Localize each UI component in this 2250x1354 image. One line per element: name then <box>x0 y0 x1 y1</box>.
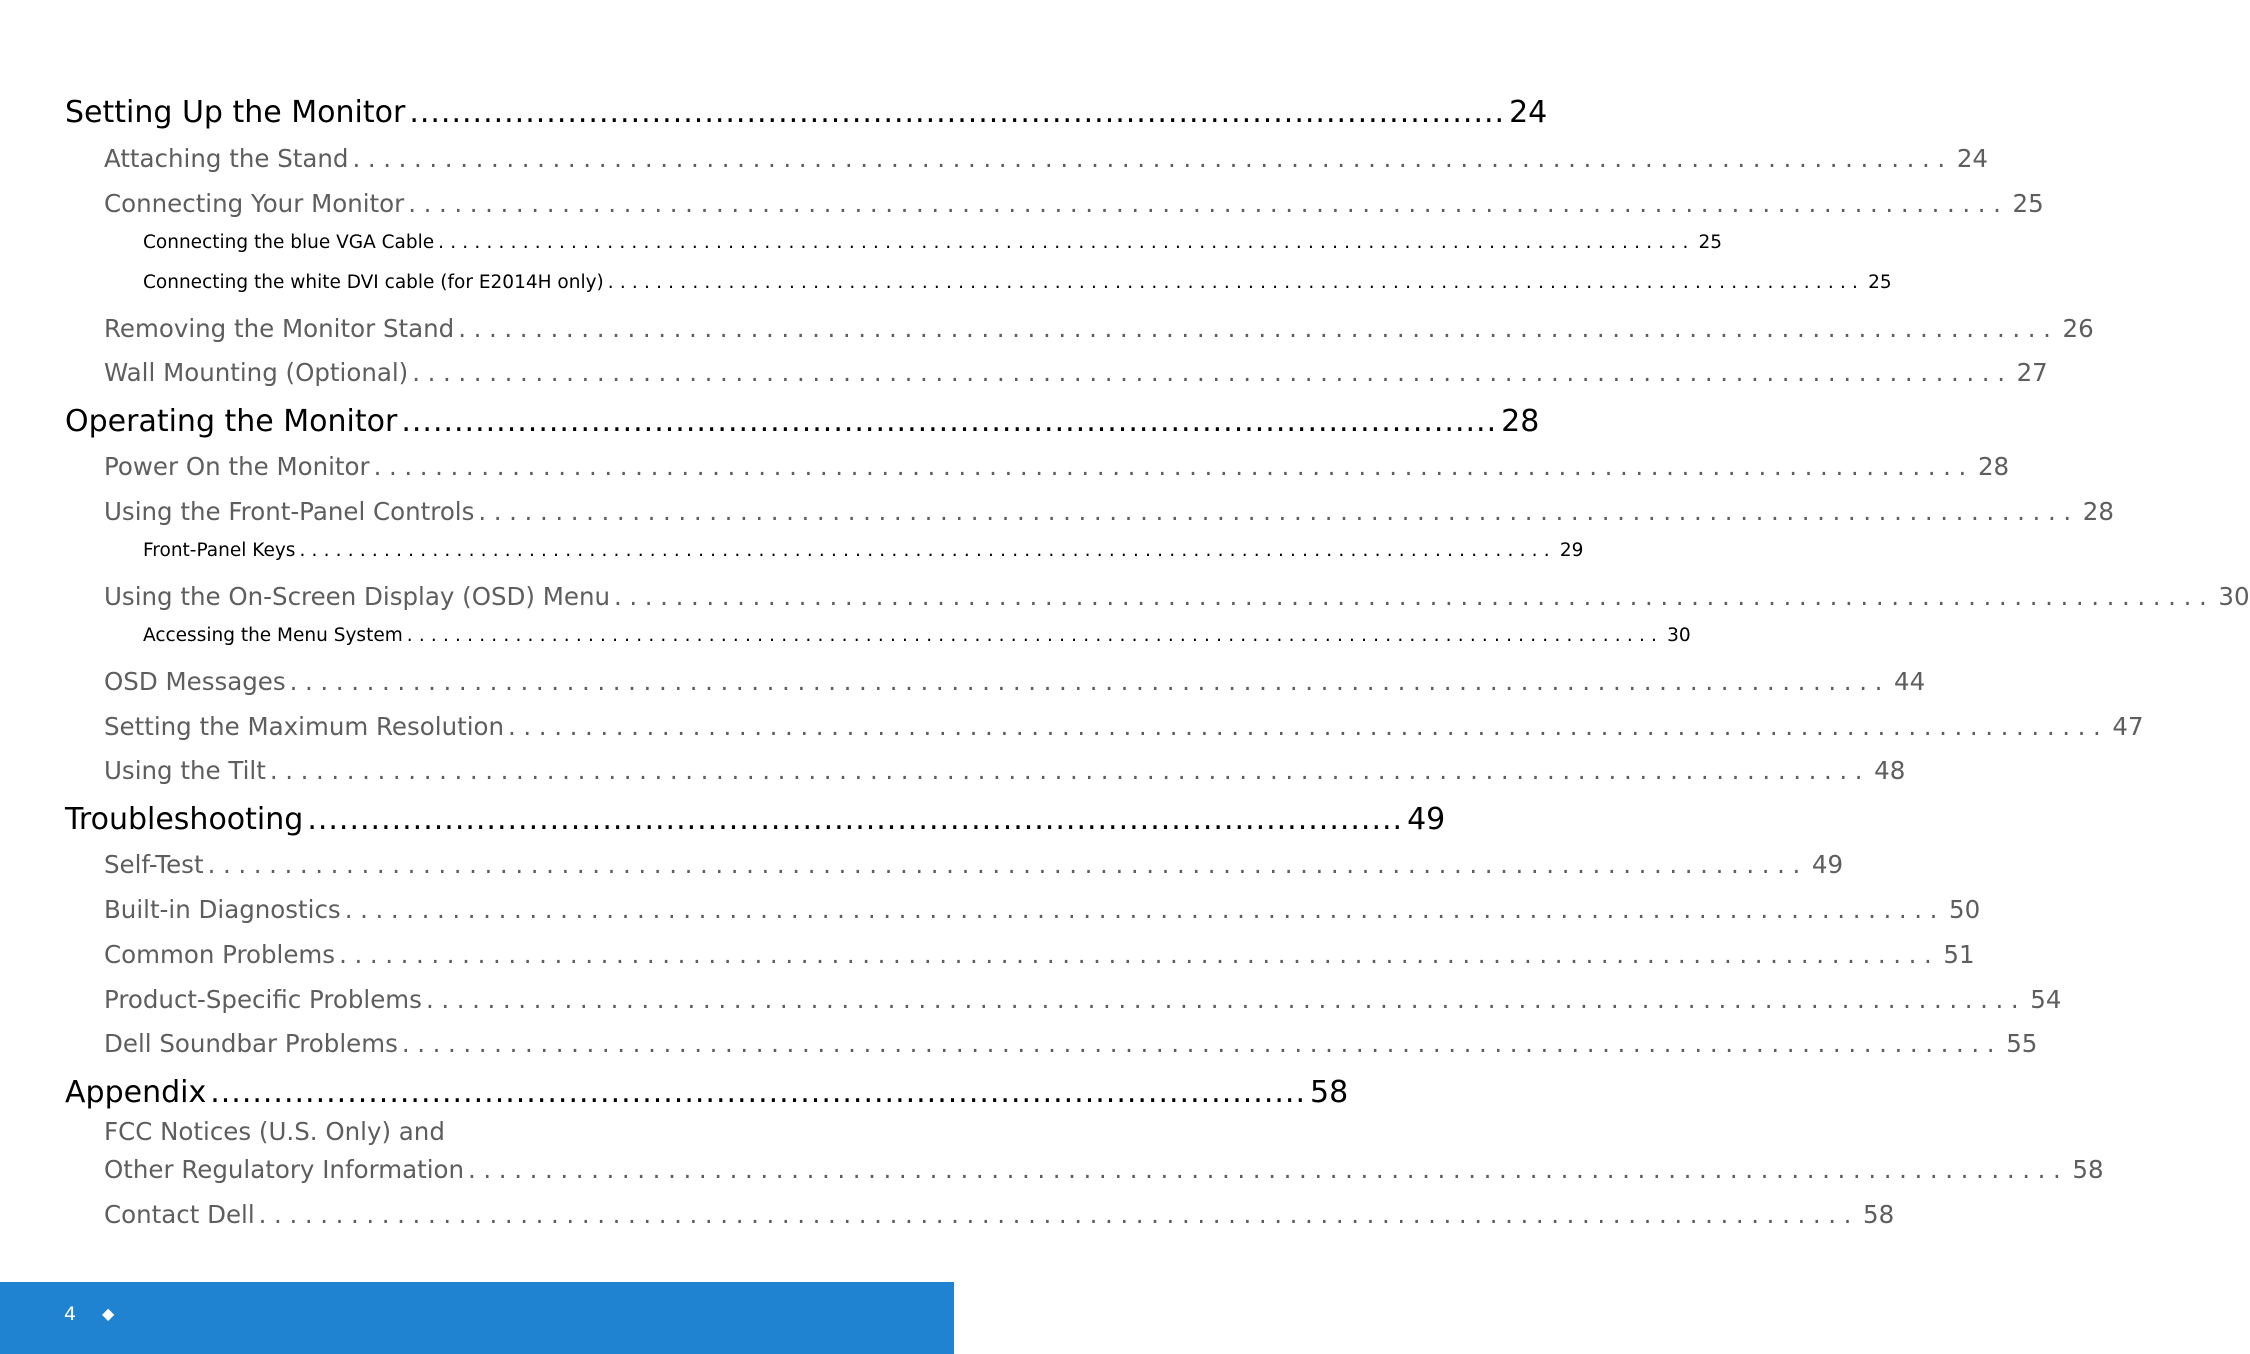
toc-entry-page: 29 <box>1559 540 1584 561</box>
toc-entry-diagnostics[interactable] <box>104 890 1981 924</box>
dot-leader: ........................................................................................................ <box>258 1200 1860 1229</box>
toc-entry-line <box>104 1150 2104 1184</box>
toc-entry-appendix[interactable] <box>65 1070 1349 1110</box>
toc-entry-front-panel-keys[interactable] <box>143 537 1584 561</box>
toc-entry-page: 28 <box>2082 497 2114 526</box>
dot-leader: ........................................................................................................ <box>438 232 1695 253</box>
dot-leader: ........................................................................................................ <box>401 404 1498 439</box>
toc-entry-wall-mounting[interactable] <box>104 353 2048 387</box>
toc-entry-product-specific[interactable] <box>104 980 2062 1014</box>
toc-entry-title: FCC Notices (U.S. Only) and <box>104 1117 445 1146</box>
dot-leader: ........................................................................................................ <box>425 985 2027 1014</box>
dot-leader: ........................................................................................................ <box>352 144 1953 173</box>
toc-entry-page: 26 <box>2062 314 2094 343</box>
toc-entry-fcc-notices[interactable] <box>104 1117 2104 1184</box>
toc-entry-title: Dell Soundbar Problems <box>104 1029 398 1058</box>
page-footer <box>0 1282 954 1354</box>
toc-entry-title: Contact Dell <box>104 1200 255 1229</box>
toc-entry-page: 25 <box>1698 232 1723 253</box>
toc-entry-page: 30 <box>1667 625 1691 646</box>
dot-leader: ........................................................................................................ <box>269 756 1871 785</box>
toc-entry-osd-messages[interactable] <box>104 662 1926 696</box>
toc-entry-title: Using the Tilt <box>104 756 266 785</box>
toc-entry-setting-up[interactable] <box>65 90 1548 130</box>
toc-entry-title: Setting Up the Monitor <box>65 95 406 130</box>
toc-entry-title: Product-Specific Problems <box>104 985 422 1014</box>
dot-leader: ........................................................................................................ <box>307 802 1404 837</box>
toc-entry-title-continued: Other Regulatory Information <box>104 1155 465 1184</box>
toc-entry-troubleshooting[interactable] <box>65 797 1446 837</box>
dot-leader: ........................................................................................................ <box>614 582 2215 611</box>
toc-entry-page: 28 <box>1977 452 2010 481</box>
toc-entry-contact-dell[interactable] <box>104 1195 1895 1229</box>
toc-entry-title: Using the Front-Panel Controls <box>104 497 475 526</box>
toc-entry-page: 25 <box>2012 189 2044 218</box>
toc-entry-title: Common Problems <box>104 940 336 969</box>
dot-leader: ........................................................................................................ <box>344 895 1946 924</box>
toc-entry-title: OSD Messages <box>104 667 286 696</box>
toc-entry-title: Setting the Maximum Resolution <box>104 712 505 741</box>
toc-entry-page: 49 <box>1407 802 1446 837</box>
toc-entry-self-test[interactable] <box>104 845 1844 879</box>
toc-entry-title: Front-Panel Keys <box>143 540 296 561</box>
toc-entry-page: 51 <box>1943 940 1975 969</box>
toc-entry-osd-menu[interactable] <box>104 577 2250 611</box>
toc-entry-title: Connecting the white DVI cable (for E2014H only) <box>143 272 604 293</box>
dot-leader: ........................................................................................................ <box>607 272 1865 293</box>
toc-entry-page: 58 <box>2072 1155 2104 1184</box>
toc-entry-page: 24 <box>1956 144 1989 173</box>
dot-leader: ........................................................................................................ <box>299 540 1556 561</box>
toc-entry-tilt[interactable] <box>104 751 1906 785</box>
diamond-icon: ◆ <box>102 1304 115 1323</box>
toc-entry-front-panel-controls[interactable] <box>104 492 2114 526</box>
dot-leader: ........................................................................................................ <box>406 625 1664 646</box>
dot-leader: ........................................................................................................ <box>508 712 2109 741</box>
toc-entry-connecting-monitor[interactable] <box>104 184 2044 218</box>
toc-entry-attaching-stand[interactable] <box>104 139 1989 173</box>
toc-entry-title: Appendix <box>65 1075 207 1110</box>
toc-entry-vga-cable[interactable] <box>143 229 1723 253</box>
dot-leader: ........................................................................................................ <box>339 940 1940 969</box>
dot-leader: ........................................................................................................ <box>409 95 1506 130</box>
toc-entry-title: Troubleshooting <box>65 802 304 837</box>
toc-entry-page: 49 <box>1811 850 1844 879</box>
dot-leader: ........................................................................................................ <box>373 452 1974 481</box>
toc-entry-page: 58 <box>1863 1200 1895 1229</box>
toc-entry-title: Accessing the Menu System <box>143 625 403 646</box>
dot-leader: ........................................................................................................ <box>478 497 2079 526</box>
toc-entry-page: 30 <box>2218 582 2250 611</box>
toc-entry-operating[interactable] <box>65 399 1540 439</box>
toc-entry-title: Power On the Monitor <box>104 452 370 481</box>
toc-entry-page: 55 <box>2006 1029 2038 1058</box>
toc-entry-title: Wall Mounting (Optional) <box>104 358 409 387</box>
toc-entry-title: Connecting the blue VGA Cable <box>143 232 435 253</box>
toc-entry-page: 24 <box>1509 95 1548 130</box>
dot-leader: ........................................................................................................ <box>412 358 2013 387</box>
toc-entry-title: Attaching the Stand <box>104 144 349 173</box>
toc-entry-title: Self-Test <box>104 850 204 879</box>
toc-entry-page: 47 <box>2112 712 2144 741</box>
dot-leader: ........................................................................................................ <box>408 189 2009 218</box>
page-number: 4 <box>64 1303 77 1325</box>
dot-leader: ........................................................................................................ <box>401 1029 2003 1058</box>
toc-entry-removing-stand[interactable] <box>104 309 2094 343</box>
toc-entry-soundbar[interactable] <box>104 1024 2038 1058</box>
dot-leader: ........................................................................................................ <box>210 1075 1306 1110</box>
toc-entry-dvi-cable[interactable] <box>143 269 1892 293</box>
toc-entry-menu-system[interactable] <box>143 622 1691 646</box>
toc-entry-page: 48 <box>1874 756 1906 785</box>
toc-entry-page: 44 <box>1893 667 1926 696</box>
dot-leader: ........................................................................................................ <box>289 667 1890 696</box>
toc-entry-title: Using the On-Screen Display (OSD) Menu <box>104 582 611 611</box>
toc-entry-page: 27 <box>2016 358 2048 387</box>
toc-entry-power-on[interactable] <box>104 447 2010 481</box>
toc-entry-title: Built-in Diagnostics <box>104 895 341 924</box>
toc-entry-page: 54 <box>2030 985 2062 1014</box>
dot-leader: ........................................................................................................ <box>468 1155 2069 1184</box>
toc-entry-page: 25 <box>1868 272 1892 293</box>
toc-entry-max-resolution[interactable] <box>104 707 2144 741</box>
toc-entry-page: 58 <box>1309 1075 1349 1110</box>
toc-entry-title: Connecting Your Monitor <box>104 189 405 218</box>
toc-entry-common-problems[interactable] <box>104 935 1975 969</box>
dot-leader: ........................................................................................................ <box>207 850 1808 879</box>
toc-entry-title: Operating the Monitor <box>65 404 398 439</box>
toc-entry-page: 28 <box>1501 404 1540 439</box>
toc-entry-page: 50 <box>1949 895 1981 924</box>
toc-entry-title: Removing the Monitor Stand <box>104 314 455 343</box>
dot-leader: ........................................................................................................ <box>458 314 2059 343</box>
